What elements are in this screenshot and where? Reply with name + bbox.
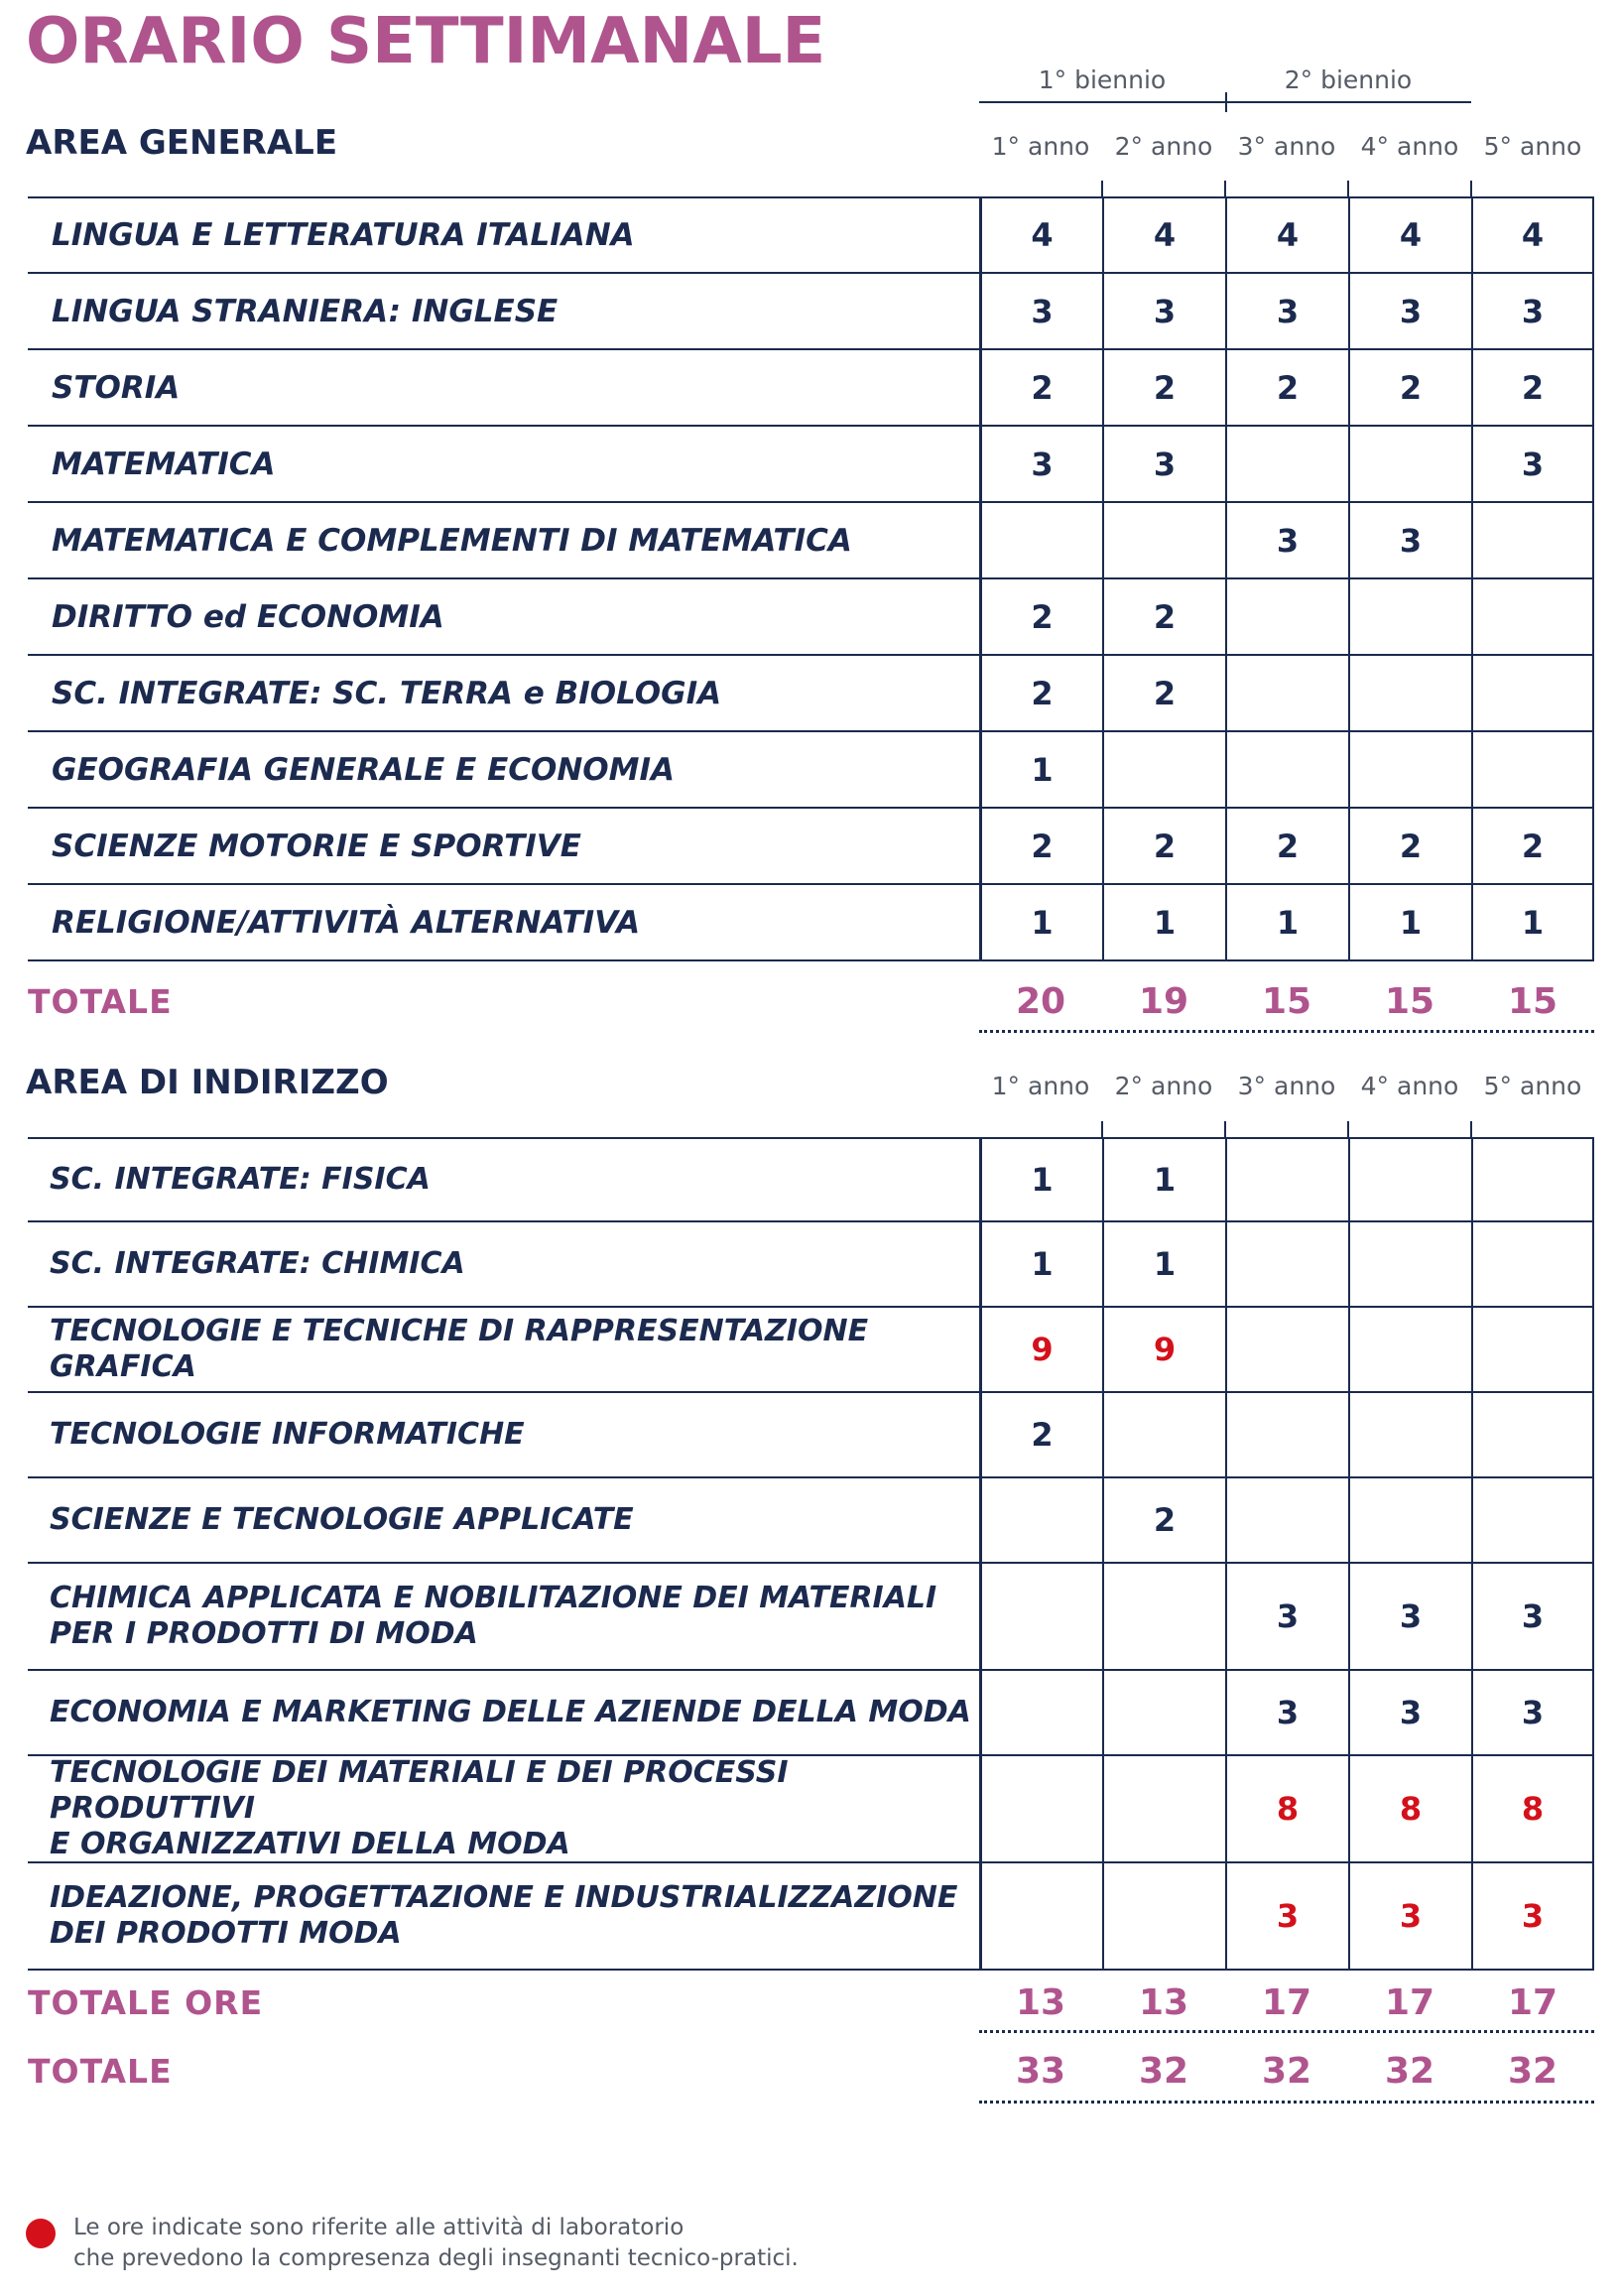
table-row <box>28 350 1594 427</box>
hours-cell: 3 <box>1225 274 1348 348</box>
hours-cell <box>1102 503 1225 577</box>
biennio-tick <box>1225 92 1227 112</box>
hours-cell <box>1102 1393 1225 1476</box>
grand-total-value: 32 <box>1384 2050 1435 2092</box>
total-value: 15 <box>1261 980 1312 1022</box>
subject-name: SC. INTEGRATE: FISICA <box>50 1162 431 1197</box>
table-row <box>28 732 1594 809</box>
hours-cell <box>1102 1756 1225 1861</box>
page-title: ORARIO SETTIMANALE <box>26 5 826 78</box>
hours-cell <box>979 1564 1102 1669</box>
subject-name: TECNOLOGIE INFORMATICHE <box>50 1417 525 1452</box>
subject-name: CHIMICA APPLICATA E NOBILITAZIONE DEI MATERIALI PER I PRODOTTI DI MODA <box>50 1581 937 1651</box>
subject-name: LINGUA E LETTERATURA ITALIANA <box>52 217 635 253</box>
total-ore-value: 17 <box>1261 1981 1312 2023</box>
hours-cell: 4 <box>1102 198 1225 272</box>
legend <box>26 2213 799 2274</box>
hours-cell: 1 <box>979 885 1102 959</box>
hours-cell: 2 <box>979 809 1102 883</box>
hours-cell <box>1471 1308 1594 1391</box>
total-label: TOTALE <box>28 981 173 1021</box>
total-ore-value: 17 <box>1384 1981 1435 2023</box>
hours-cell: 3 <box>1471 1564 1594 1669</box>
hours-cell: 1 <box>1102 1139 1225 1220</box>
hours-cell: 1 <box>1471 885 1594 959</box>
hours-cell: 1 <box>979 732 1102 807</box>
hours-cell: 2 <box>1471 809 1594 883</box>
table-row <box>28 503 1594 579</box>
area-generale-heading: AREA GENERALE <box>26 123 338 163</box>
hours-cell: 3 <box>979 274 1102 348</box>
hours-cell <box>1348 579 1471 654</box>
hours-cell: 3 <box>1225 1564 1348 1669</box>
hours-cell <box>1225 1222 1348 1306</box>
subject-name: SC. INTEGRATE: SC. TERRA e BIOLOGIA <box>52 675 722 711</box>
subject-name: SC. INTEGRATE: CHIMICA <box>50 1246 465 1281</box>
table-row <box>28 1137 1594 1222</box>
hours-cell <box>1471 1478 1594 1562</box>
hours-cell: 3 <box>1471 1671 1594 1754</box>
hours-cell <box>1348 1308 1471 1391</box>
subject-name: STORIA <box>52 369 181 406</box>
hours-cell: 3 <box>1471 1863 1594 1969</box>
area-generale-years <box>979 132 1594 172</box>
hours-cell <box>979 1863 1102 1969</box>
hours-cell: 9 <box>1102 1308 1225 1391</box>
hours-cell <box>1102 1671 1225 1754</box>
hours-cell <box>1225 1478 1348 1562</box>
hours-cell: 3 <box>1471 427 1594 501</box>
total-dotted-line <box>979 1030 1594 1033</box>
hours-cell: 9 <box>979 1308 1102 1391</box>
year-header: 5° anno <box>1483 132 1582 161</box>
hours-cell <box>1102 732 1225 807</box>
subject-name: SCIENZE MOTORIE E SPORTIVE <box>52 828 581 864</box>
hours-cell: 3 <box>1225 1863 1348 1969</box>
table-row <box>28 1308 1594 1393</box>
hours-cell <box>1225 1308 1348 1391</box>
area-generale-total-row <box>28 978 1594 1024</box>
hours-cell <box>1471 1139 1594 1220</box>
subject-name: RELIGIONE/ATTIVITÀ ALTERNATIVA <box>52 904 641 941</box>
hours-cell: 3 <box>1348 503 1471 577</box>
table-row <box>28 427 1594 503</box>
hours-cell: 3 <box>1225 503 1348 577</box>
year-header: 4° anno <box>1360 1072 1459 1100</box>
table-row <box>28 579 1594 656</box>
hours-cell <box>1102 1863 1225 1969</box>
year-header: 4° anno <box>1360 132 1459 161</box>
grand-total-value: 32 <box>1138 2050 1189 2092</box>
table-row <box>28 1671 1594 1756</box>
table-row <box>28 274 1594 350</box>
table-row <box>28 196 1594 274</box>
hours-cell <box>979 1756 1102 1861</box>
hours-cell: 3 <box>979 427 1102 501</box>
year-ticks <box>979 181 1594 196</box>
total-value: 20 <box>1015 980 1066 1022</box>
year-header: 3° anno <box>1237 132 1336 161</box>
table-row <box>28 1222 1594 1308</box>
hours-cell: 4 <box>979 198 1102 272</box>
year-header: 1° anno <box>991 1072 1090 1100</box>
hours-cell: 4 <box>1225 198 1348 272</box>
area-indirizzo-table <box>28 1137 1594 1971</box>
hours-cell: 2 <box>1348 809 1471 883</box>
table-row <box>28 1863 1594 1971</box>
hours-cell: 2 <box>1471 350 1594 425</box>
total-value: 15 <box>1507 980 1558 1022</box>
grand-total-dotted-line <box>979 2101 1594 2104</box>
hours-cell: 2 <box>1348 350 1471 425</box>
area-indirizzo-years <box>979 1072 1594 1111</box>
hours-cell: 2 <box>1102 1478 1225 1562</box>
hours-cell <box>1471 579 1594 654</box>
table-row <box>28 809 1594 885</box>
year-header: 5° anno <box>1483 1072 1582 1100</box>
subject-name: TECNOLOGIE E TECNICHE DI RAPPRESENTAZIONE GRAFICA <box>50 1314 869 1384</box>
grand-total-value: 33 <box>1015 2050 1066 2092</box>
grand-total-value: 32 <box>1507 2050 1558 2092</box>
hours-cell <box>1348 427 1471 501</box>
hours-cell: 1 <box>979 1222 1102 1306</box>
hours-cell: 3 <box>1348 1564 1471 1669</box>
year-header: 3° anno <box>1237 1072 1336 1100</box>
grand-total-value: 32 <box>1261 2050 1312 2092</box>
grand-total-label: TOTALE <box>28 2051 173 2091</box>
subject-name: IDEAZIONE, PROGETTAZIONE E INDUSTRIALIZZAZIONE DEI PRODOTTI MODA <box>50 1880 958 1951</box>
hours-cell: 4 <box>1471 198 1594 272</box>
hours-cell <box>1348 1139 1471 1220</box>
hours-cell <box>1225 1139 1348 1220</box>
subject-name: TECNOLOGIE DEI MATERIALI E DEI PROCESSI PRODUTTIVI E ORGANIZZATIVI DELLA MODA <box>50 1755 789 1861</box>
subject-name: GEOGRAFIA GENERALE E ECONOMIA <box>52 751 676 788</box>
subject-name: ECONOMIA E MARKETING DELLE AZIENDE DELLA MODA <box>50 1695 971 1729</box>
total-ore-value: 17 <box>1507 1981 1558 2023</box>
hours-cell <box>1348 1478 1471 1562</box>
hours-cell: 2 <box>979 350 1102 425</box>
total-ore-value: 13 <box>1015 1981 1066 2023</box>
hours-cell: 2 <box>1102 579 1225 654</box>
hours-cell: 2 <box>1102 656 1225 730</box>
hours-cell <box>1471 1222 1594 1306</box>
total-ore-row <box>28 1979 1594 2025</box>
hours-cell <box>1102 1564 1225 1669</box>
table-row <box>28 1756 1594 1863</box>
hours-cell: 2 <box>979 656 1102 730</box>
subject-name: LINGUA STRANIERA: INGLESE <box>52 293 559 329</box>
hours-cell: 1 <box>1102 885 1225 959</box>
hours-cell <box>1348 656 1471 730</box>
hours-cell: 3 <box>1225 1671 1348 1754</box>
total-ore-label: TOTALE ORE <box>28 1982 264 2022</box>
table-row <box>28 1478 1594 1564</box>
hours-cell: 3 <box>1348 1671 1471 1754</box>
hours-cell: 2 <box>1102 809 1225 883</box>
grand-total-row <box>28 2048 1594 2094</box>
hours-cell: 8 <box>1348 1756 1471 1861</box>
subject-name: SCIENZE E TECNOLOGIE APPLICATE <box>50 1502 634 1537</box>
hours-cell <box>979 1671 1102 1754</box>
hours-cell: 3 <box>1348 274 1471 348</box>
table-row <box>28 656 1594 732</box>
hours-cell <box>1225 427 1348 501</box>
biennio-2-label: 2° biennio <box>1284 65 1413 94</box>
hours-cell <box>1348 1393 1471 1476</box>
total-value: 19 <box>1138 980 1189 1022</box>
total-ore-dotted-line <box>979 2030 1594 2033</box>
hours-cell: 3 <box>1471 274 1594 348</box>
hours-cell <box>1225 1393 1348 1476</box>
hours-cell <box>1225 732 1348 807</box>
year-ticks <box>979 1121 1594 1137</box>
hours-cell <box>1225 656 1348 730</box>
hours-cell: 2 <box>979 1393 1102 1476</box>
year-header: 2° anno <box>1114 1072 1213 1100</box>
hours-cell <box>1471 656 1594 730</box>
hours-cell <box>979 1478 1102 1562</box>
table-row <box>28 1564 1594 1671</box>
legend-text: Le ore indicate sono riferite alle attività di laboratorio che prevedono la compresenza degli insegnanti tecnico-pratici. <box>73 2215 799 2271</box>
hours-cell: 3 <box>1102 427 1225 501</box>
hours-cell: 2 <box>979 579 1102 654</box>
hours-cell: 1 <box>979 1139 1102 1220</box>
area-indirizzo-heading: AREA DI INDIRIZZO <box>26 1063 389 1102</box>
total-ore-value: 13 <box>1138 1981 1189 2023</box>
table-row <box>28 1393 1594 1478</box>
area-generale-table <box>28 196 1594 961</box>
hours-cell: 8 <box>1225 1756 1348 1861</box>
hours-cell <box>1225 579 1348 654</box>
table-row <box>28 885 1594 961</box>
hours-cell: 2 <box>1102 350 1225 425</box>
hours-cell <box>1471 732 1594 807</box>
hours-cell: 1 <box>1348 885 1471 959</box>
hours-cell: 4 <box>1348 198 1471 272</box>
hours-cell <box>1348 732 1471 807</box>
hours-cell <box>979 503 1102 577</box>
hours-cell: 8 <box>1471 1756 1594 1861</box>
lab-indicator-icon <box>26 2219 56 2248</box>
year-header: 1° anno <box>991 132 1090 161</box>
hours-cell <box>1348 1222 1471 1306</box>
hours-cell: 2 <box>1225 350 1348 425</box>
hours-cell: 1 <box>1102 1222 1225 1306</box>
hours-cell <box>1471 1393 1594 1476</box>
hours-cell: 3 <box>1348 1863 1471 1969</box>
total-value: 15 <box>1384 980 1435 1022</box>
hours-cell: 2 <box>1225 809 1348 883</box>
hours-cell: 1 <box>1225 885 1348 959</box>
subject-name: DIRITTO ed ECONOMIA <box>52 598 444 635</box>
hours-cell <box>1471 503 1594 577</box>
hours-cell: 3 <box>1102 274 1225 348</box>
biennio-1-label: 1° biennio <box>1038 65 1167 94</box>
year-header: 2° anno <box>1114 132 1213 161</box>
subject-name: MATEMATICA <box>52 446 276 482</box>
subject-name: MATEMATICA E COMPLEMENTI DI MATEMATICA <box>52 522 852 559</box>
